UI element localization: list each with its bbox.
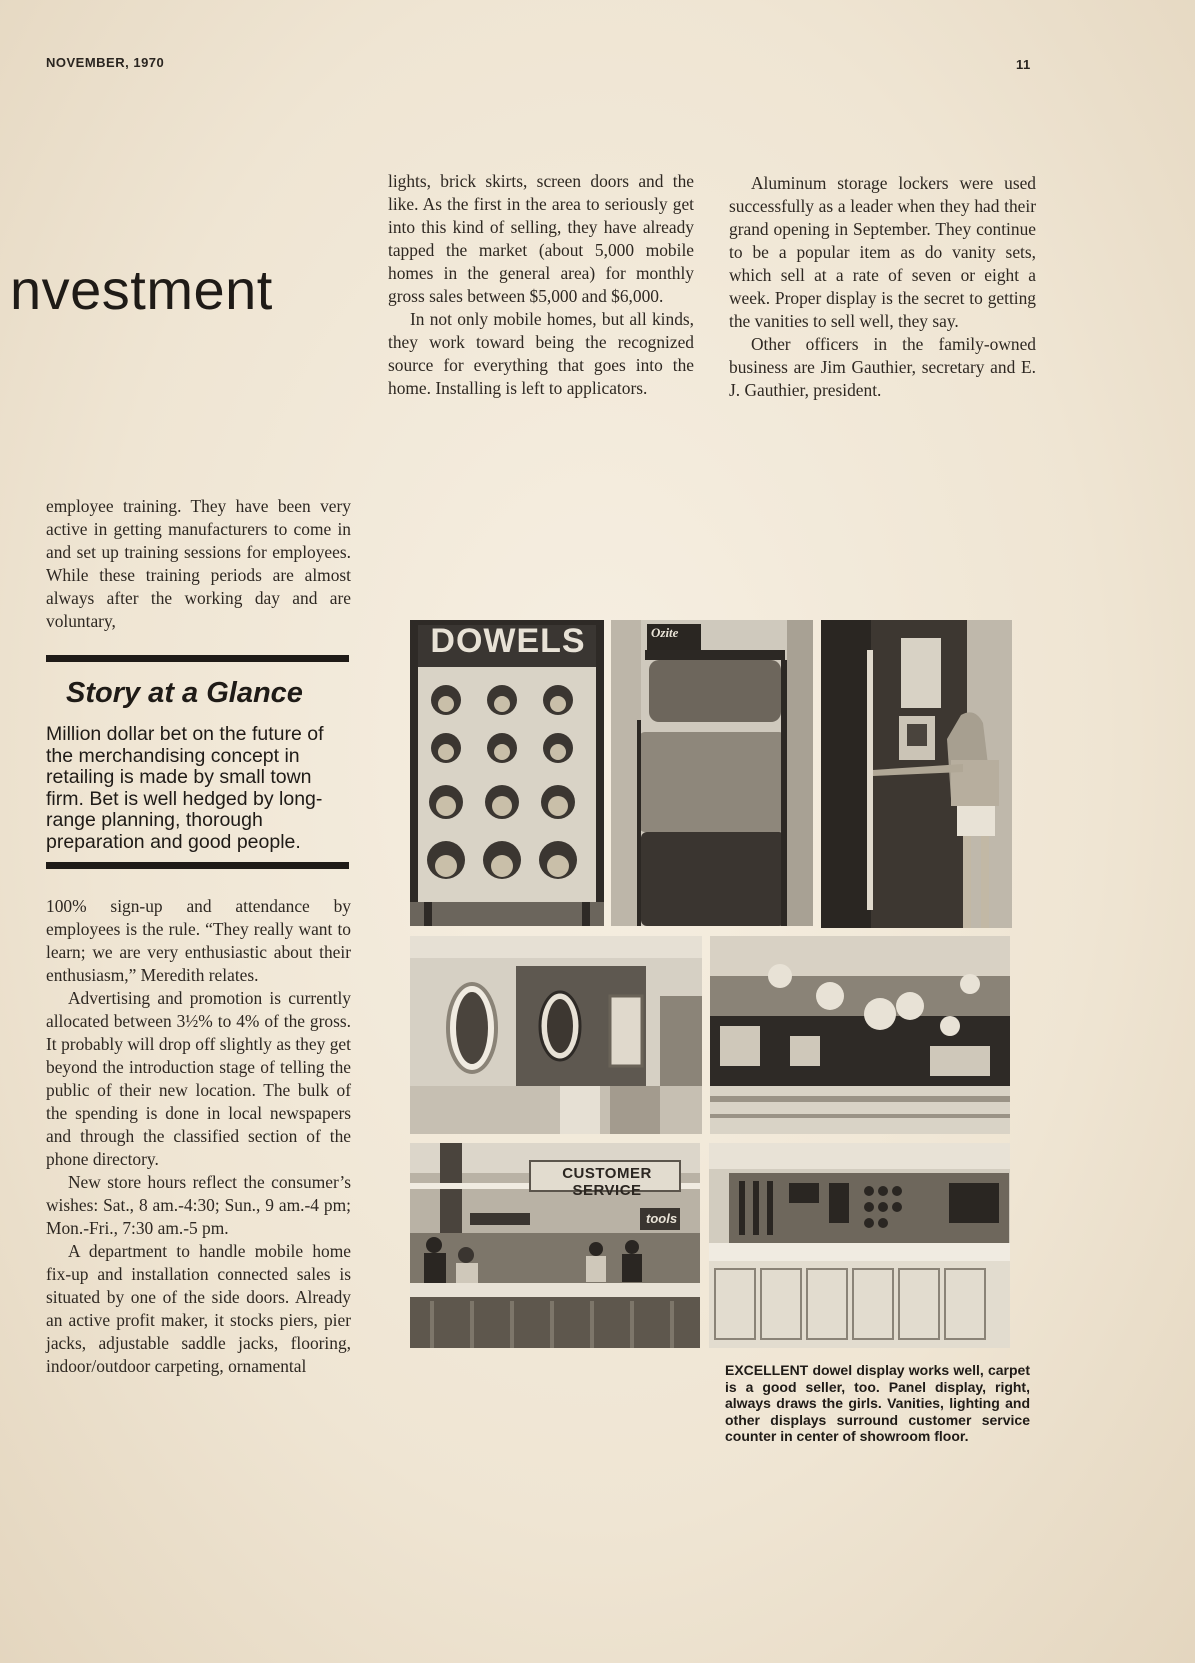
- tools-sign: tools: [646, 1211, 678, 1226]
- paragraph: In not only mobile homes, but all kinds, they work toward being the recognized source for everything that goes into the home. Installing is left to applicators.: [388, 309, 694, 398]
- headline: nvestment: [10, 258, 273, 321]
- page-number: 11: [1016, 57, 1031, 72]
- photo-vanities: [410, 936, 702, 1134]
- glance-title: Story at a Glance: [66, 677, 303, 709]
- carpet-sign: Ozite: [651, 625, 679, 640]
- paragraph: Aluminum storage lockers were used successfully as a leader when they had their grand opening in September. They continue to be a popular item as do vanity sets, which sell at a rate of seven or eight a week. Proper display is the secret to getting the vanities to sell well, they say.: [729, 173, 1036, 331]
- left-column-bottom: [46, 895, 351, 1378]
- photo-dowel-display: [410, 620, 604, 926]
- dowels-sign: DOWELS: [430, 622, 586, 660]
- glance-body: Million dollar bet on the future of the merchandising concept in retailing is made by small town firm. Bet is well hedged by long-range planning, thorough preparation and good people.: [46, 723, 324, 853]
- paragraph: employee training. They have been very active in getting manufacturers to come in and set up training sessions for employees. While these training periods are almost always after the working day and are voluntary,: [46, 496, 351, 631]
- issue-date: NOVEMBER, 1970: [46, 55, 165, 70]
- photo-caption: [725, 1362, 1030, 1445]
- photo-lighting: [710, 936, 1010, 1134]
- paragraph: lights, brick skirts, screen doors and the like. As the first in the area to seriously get into this kind of selling, they have already tapped the market (about 5,000 mobile homes in the general area) for monthly gross sales between $5,000 and $6,000.: [388, 171, 694, 306]
- caption-text: dowel display works well, carpet is a good seller, too. Panel display, right, always draws the girls. Vanities, lighting and other displays surround customer service counter in center of showroom floor.: [725, 1362, 1030, 1444]
- paragraph: A department to handle mobile home fix-up and installation connected sales is situated by one of the side doors. Already an active profit maker, it stocks piers, pier jacks, adjustable saddle jacks, flooring, indoor/outdoor carpeting, ornamental: [46, 1241, 351, 1376]
- photo-panel-display: [821, 620, 1012, 928]
- left-column-top: [46, 495, 351, 633]
- customer-service-sign: CUSTOMER SERVICE: [562, 1165, 652, 1199]
- paragraph: 100% sign-up and attendance by employees is the rule. “They really want to learn; we are very enthusiastic about their enthusiasm,” Meredith relates.: [46, 896, 351, 985]
- right-column: [729, 172, 1036, 402]
- paragraph: New store hours reflect the consumer’s wishes: Sat., 8 am.-4:30; Sun., 9 am.-4 pm; Mon.-Fri., 7:30 am.-5 pm.: [46, 1172, 351, 1238]
- photo-carpet-display: [611, 620, 813, 926]
- paragraph: Other officers in the family-owned business are Jim Gauthier, secretary and E. J. Gauthier, president.: [729, 334, 1036, 400]
- glance-bottom-rule: [46, 862, 349, 869]
- caption-lead: EXCELLENT: [725, 1362, 809, 1378]
- photo-customer-service: [410, 1143, 700, 1348]
- paragraph: Advertising and promotion is currently allocated between 3½% to 4% of the gross. It probably will drop off slightly as they get beyond the introduction stage of telling the public of their new location. The bulk of the spending is done in local newspapers and through the classified section of the phone directory.: [46, 988, 351, 1169]
- middle-column: [388, 170, 694, 400]
- glance-top-rule: [46, 655, 349, 662]
- photo-vanity-counters: [709, 1143, 1010, 1348]
